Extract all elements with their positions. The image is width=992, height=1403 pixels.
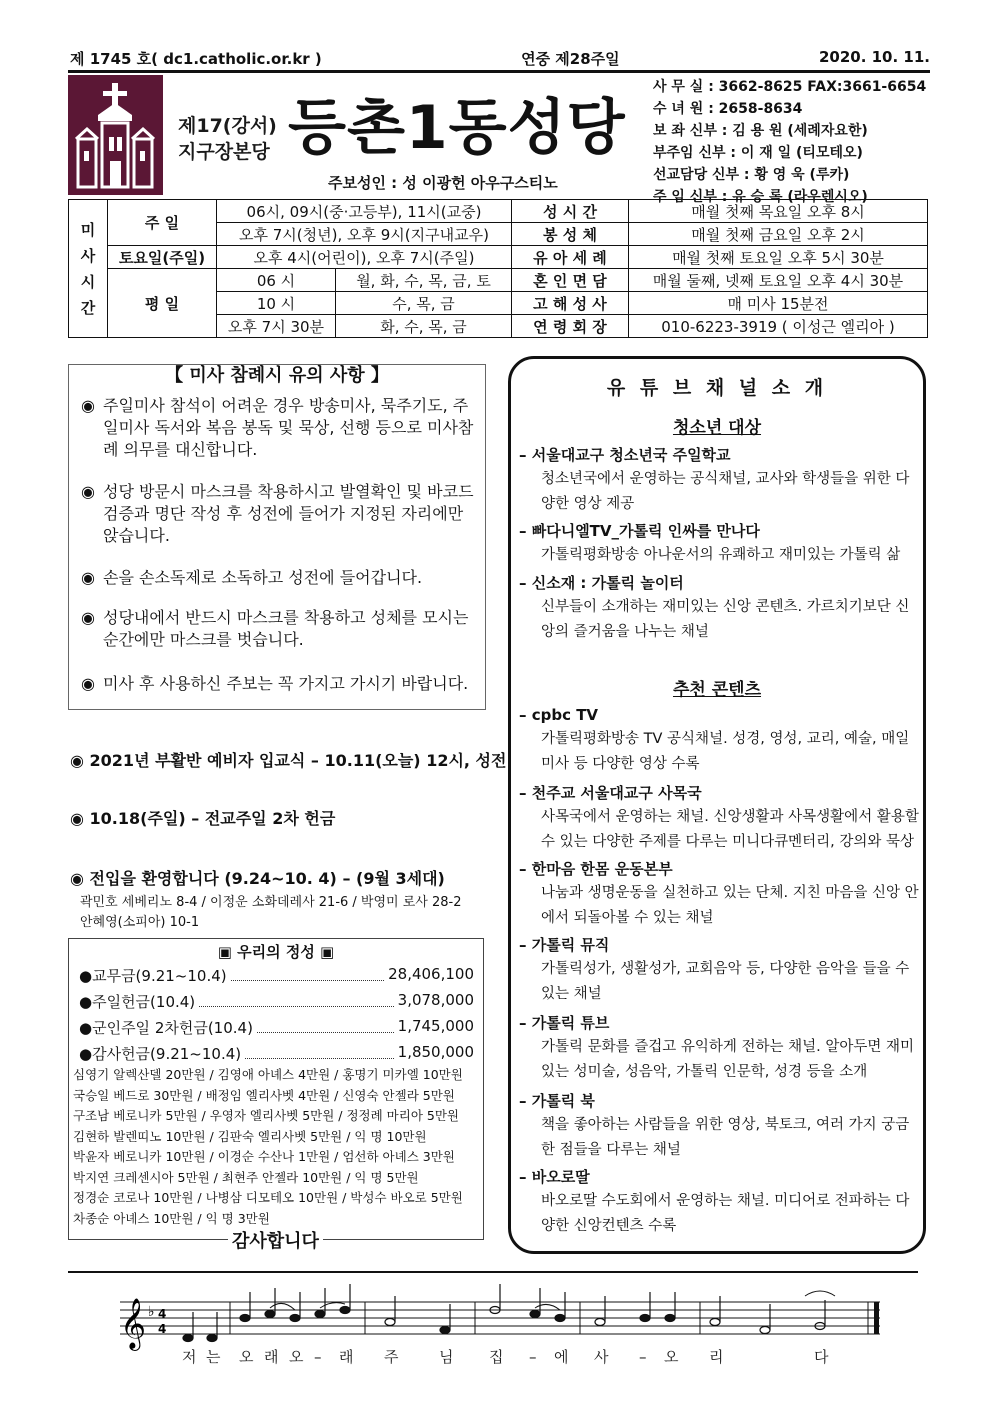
channel-item: – 가톨릭 튜브 가톨릭 문화를 즐겁고 유익하게 전하는 채널. 알아두면 재미있는 성미술, 성음악, 가톨릭 인문학, 성경 등을 소개 — [519, 1014, 915, 1080]
schedule-name: 성 시 간 — [512, 200, 629, 223]
youtube-title: 유 튜 브 채 널 소 개 — [606, 377, 828, 399]
schedule-value: 매 미사 15분전 — [629, 292, 928, 315]
channel-item: – 바오로딸 바오로딸 수도회에서 운영하는 채널. 미디어로 전파하는 다양한 신앙컨텐츠 수록 — [519, 1168, 910, 1234]
bottom-rule — [68, 1271, 918, 1273]
youtube-channels-box — [508, 356, 926, 1254]
time-signature-top: 4 — [158, 1307, 167, 1321]
offering-row: ●주일헌금(10.4) 3,078,000 — [79, 991, 474, 1011]
announcement-catechumen: ◉ 2021년 부활반 예비자 입교식 – 10.11(오늘) 12시, 성전 — [70, 751, 507, 770]
sunday-times-2: 오후 7시(청년), 오후 9시(지구내교우) — [217, 223, 512, 246]
svg-text:오: 오 — [289, 1348, 304, 1366]
channel-item: – 신소재 : 가톨릭 놀이터 신부들이 소개하는 재미있는 신앙 콘텐츠. 가르치기보단 신앙의 즐거움을 나누는 채널 — [519, 574, 910, 640]
hymn-lyrics — [182, 1348, 829, 1366]
mission-priest: 선교담당 신부 : 황 영 욱 (루카) — [653, 167, 850, 183]
issue-number: 제 1745 호( dc1.catholic.or.kr ) — [70, 50, 322, 68]
schedule-name: 봉 성 체 — [512, 223, 629, 246]
svg-text:에: 에 — [554, 1348, 569, 1366]
svg-text:오: 오 — [664, 1348, 679, 1366]
svg-text:주: 주 — [384, 1348, 399, 1366]
notice-item: ◉ 성당 방문시 마스크를 착용하시고 발열확인 및 바코드 검증과 명단 작성 후 성전에 들어가 지정된 자리에만 앉습니다. — [81, 482, 474, 545]
svg-text:사: 사 — [594, 1348, 609, 1366]
channel-item: – 천주교 서울대교구 사목국 사목국에서 운영하는 채널. 신앙생활과 사목생활에서 활용할 수 있는 다양한 주제를 다루는 미니다큐멘터리, 강의와 묵상 — [519, 784, 919, 850]
time-signature-bottom: 4 — [158, 1322, 167, 1336]
treble-clef-icon: 𝄞 — [120, 1298, 147, 1349]
mass-time-label: 미 사 시 간 — [69, 200, 108, 338]
weekday-label: 평 일 — [108, 269, 217, 338]
svg-text:–: – — [529, 1348, 537, 1366]
weekday-time: 오후 7시 30분 — [217, 315, 336, 338]
top-rule — [68, 70, 930, 73]
weekday-days: 수, 목, 금 — [336, 292, 512, 315]
schedule-name: 혼 인 면 담 — [512, 269, 629, 292]
svg-text:래: 래 — [264, 1348, 279, 1366]
svg-text:집: 집 — [489, 1348, 504, 1366]
offerings-box — [68, 938, 484, 1240]
notice-item: ◉ 주일미사 참석이 어려운 경우 방송미사, 묵주기도, 주일미사 독서와 복음 봉독 및 묵상, 선행 등으로 미사참례 의무를 대신합니다. — [81, 396, 474, 459]
svg-text:다: 다 — [814, 1348, 829, 1366]
schedule-name: 고 해 성 사 — [512, 292, 629, 315]
channel-item: – 빠다니엘TV_가톨릭 인싸를 만나다 가톨릭평화방송 아나운서의 유쾌하고 재미있는 가톨릭 삶 — [519, 522, 901, 563]
flat-icon: ♭ — [148, 1304, 155, 1320]
offering-row: ●교무금(9.21~10.4) 28,406,100 — [79, 965, 474, 985]
svg-text:오: 오 — [239, 1348, 254, 1366]
church-building-icon — [68, 75, 163, 195]
svg-text:저: 저 — [182, 1348, 197, 1366]
schedule-value: 매월 첫째 금요일 오후 2시 — [629, 223, 928, 246]
office-phone: 사 무 실 : 3662-8625 FAX:3661-6654 — [653, 79, 927, 95]
sunday-times-1: 06시, 09시(중·고등부), 11시(교중) — [217, 200, 512, 223]
announcement-newcomers: ◉ 전입을 환영합니다 (9.24~10. 4) – (9월 3세대) — [70, 869, 445, 888]
svg-text:님: 님 — [439, 1348, 454, 1366]
svg-text:는: 는 — [206, 1348, 221, 1366]
schedule-value: 매월 둘째, 넷째 토요일 오후 4시 30분 — [629, 269, 928, 292]
newcomer-list: 곽민호 세베리노 8-4 / 이정운 소화데레사 21-6 / 박영미 로사 28-2 안혜영(소피아) 10-1 — [80, 895, 462, 930]
offerings-title: ▣ 우리의 정성 ▣ — [217, 943, 335, 961]
schedule-name: 유 아 세 례 — [512, 246, 629, 269]
weekday-days: 화, 수, 목, 금 — [336, 315, 512, 338]
donor-list: 심영기 알렉산델 20만원 / 김영애 아녜스 4만원 / 홍명기 미카엘 10만원 국승일 베드로 30만원 / 배정임 엘리사벳 4만원 / 신영숙 안젤라 5만원 구조남 베로니카 5만원 / 우영자 엘리사벳 5만원 / 정정례 마리아 5만원 김현하 발렌띠노 10만원 / 김판숙 엘리사벳 5만원 / 익 명 10만원 박윤자 베로니카 10만원 / 이경순 수산나 1만원 / 엄선하 아녜스 3만원 박지연 크레센시아 5만원 / 최현주 안젤라 10만원 / 익 명 5만원 정경순 코로나 10만원 / 나병삼 디모테오 10만원 / 박성수 바오로 5만원 차종순 아녜스 10만원 / 익 명 3만원 — [73, 1067, 463, 1226]
mass-schedule-table — [68, 199, 928, 338]
channel-item: – 서울대교구 청소년국 주일학교 청소년국에서 운영하는 공식채널, 교사와 학생들을 위한 다양한 영상 제공 — [519, 446, 910, 512]
channel-item: – 한마음 한몸 운동본부 나눔과 생명운동을 실천하고 있는 단체. 지친 마음을 신앙 안에서 되돌아볼 수 있는 채널 — [519, 860, 919, 926]
offering-row: ●감사헌금(9.21~10.4) 1,850,000 — [79, 1043, 474, 1063]
church-name: 등촌1동성당 — [288, 93, 626, 163]
thanks-text: 감사합니다 — [228, 1227, 323, 1253]
announcement-mission-sunday: ◉ 10.18(주일) – 전교주일 2차 헌금 — [70, 809, 336, 828]
recommend-heading: 추천 콘텐츠 — [672, 680, 762, 700]
notice-item: ◉ 성당내에서 반드시 마스크를 착용하고 성체를 모시는 순간에만 마스크를 벗습니다. — [81, 608, 469, 649]
hymn-score — [100, 1280, 900, 1370]
patron-saint: 주보성인 : 성 이광헌 아우구스티노 — [328, 174, 558, 192]
channel-item: – 가톨릭 뮤직 가톨릭성가, 생활성가, 교회음악 등, 다양한 음악을 들을 수 있는 채널 — [519, 936, 910, 1002]
district-label: 제17(강서) 지구장본당 — [178, 115, 277, 163]
svg-text:–: – — [314, 1348, 322, 1366]
office-contacts — [653, 76, 926, 208]
schedule-value: 매월 첫째 목요일 오후 8시 — [629, 200, 928, 223]
svg-text:–: – — [639, 1348, 647, 1366]
assistant-priest: 보 좌 신부 : 김 용 원 (세례자요한) — [653, 123, 868, 139]
saturday-label: 토요일(주일) — [108, 246, 217, 269]
channel-item: – cpbc TV 가톨릭평화방송 TV 공식채널. 성경, 영성, 교리, 예술, 매일미사 등 다양한 영상 수록 — [519, 706, 910, 772]
sunday-label: 주 일 — [108, 200, 217, 246]
schedule-value: 매월 첫째 토요일 오후 5시 30분 — [629, 246, 928, 269]
youth-heading: 청소년 대상 — [672, 418, 762, 438]
church-logo — [68, 75, 163, 195]
channel-item: – 가톨릭 북 책을 좋아하는 사람들을 위한 영상, 북토크, 여러 가지 궁금한 점들을 다루는 채널 — [519, 1092, 910, 1158]
convent-phone: 수 녀 원 : 2658-8634 — [653, 101, 803, 117]
svg-text:리: 리 — [709, 1348, 724, 1366]
schedule-value: 010-6223-3919 ( 이성근 엘리아 ) — [629, 315, 928, 338]
svg-text:래: 래 — [339, 1348, 354, 1366]
schedule-name: 연 령 회 장 — [512, 315, 629, 338]
mass-notice-box — [68, 364, 486, 710]
weekday-days: 월, 화, 수, 목, 금, 토 — [336, 269, 512, 292]
liturgical-week: 연중 제28주일 — [521, 50, 620, 68]
offering-row: ●군인주일 2차헌금(10.4) 1,745,000 — [79, 1017, 474, 1037]
issue-date: 2020. 10. 11. — [818, 48, 930, 66]
top-info-line — [70, 48, 930, 69]
weekday-time: 10 시 — [217, 292, 336, 315]
saturday-times: 오후 4시(어린이), 오후 7시(주일) — [217, 246, 512, 269]
pastor: 주 임 신부 : 유 승 록 (라우렌시오) — [653, 189, 868, 205]
weekday-time: 06 시 — [217, 269, 336, 292]
associate-pastor: 부주임 신부 : 이 재 일 (티모테오) — [653, 145, 863, 161]
notice-title: 【 미사 참례시 유의 사항 】 — [69, 361, 485, 387]
notice-item: ◉ 손을 손소독제로 소독하고 성전에 들어갑니다. — [81, 568, 423, 587]
notice-item: ◉ 미사 후 사용하신 주보는 꼭 가지고 가시기 바랍니다. — [81, 674, 469, 693]
